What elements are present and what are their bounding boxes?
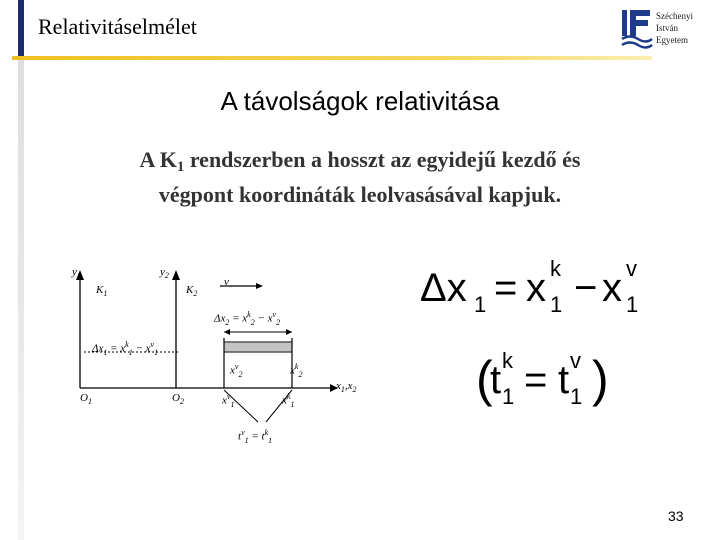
x-axis-label: $x_1,x_2$ bbox=[336, 380, 357, 395]
x1k-label: $x^k_1$ bbox=[282, 392, 295, 409]
logo-line: István bbox=[656, 23, 678, 33]
y2-label: $y_2$ bbox=[160, 266, 169, 281]
eq-t-v-sub: 1 bbox=[570, 384, 583, 409]
origin-o1-label: $O_1$ bbox=[80, 392, 92, 407]
eq-t-k-sub: 1 bbox=[502, 384, 515, 409]
dx1-formula: $\Delta x_1 = x^k_1 - x^v_1$ bbox=[92, 340, 159, 357]
x2v-label: $x^v_2$ bbox=[230, 362, 243, 379]
eq-minus: − bbox=[574, 266, 598, 310]
slide-title: A távolságok relativitása bbox=[220, 86, 500, 116]
subtitle-line-1 bbox=[40, 146, 680, 181]
k2-label: $K_2$ bbox=[186, 284, 198, 299]
eq-delta-sub: 1 bbox=[474, 292, 487, 317]
k1-label: $K_1$ bbox=[96, 284, 108, 299]
eq-x-k: x bbox=[526, 266, 546, 310]
logo-line: Egyetem bbox=[656, 35, 688, 45]
header-title: Relativitáselmélet bbox=[38, 14, 197, 39]
eq-t-equals: = bbox=[524, 358, 548, 402]
eq-x-v-sub: 1 bbox=[626, 292, 639, 317]
dx2-arrow-left bbox=[224, 329, 230, 335]
university-logo bbox=[620, 8, 654, 50]
x1v-label: $x^v_1$ bbox=[222, 392, 235, 409]
eq-x-v-sup: v bbox=[626, 256, 637, 281]
subtitle-line-2: végpont koordináták leolvasásával kapjuk. bbox=[158, 182, 562, 207]
eq-x-v: x bbox=[602, 266, 622, 310]
moving-rod-fill bbox=[224, 342, 292, 352]
left-accent-bar bbox=[18, 0, 24, 540]
origin-o2-label: $O_2$ bbox=[172, 392, 184, 407]
eq-x-k-sub: 1 bbox=[550, 292, 563, 317]
eq-delta-x: Δx bbox=[420, 266, 467, 310]
y1-label: $y_1$ bbox=[72, 266, 81, 281]
dx2-arrow-right bbox=[286, 329, 292, 335]
eq-x-k-sup: k bbox=[550, 256, 561, 281]
eq-t-k-sup: k bbox=[502, 348, 513, 373]
y2-axis-arrow bbox=[172, 270, 180, 280]
subtitle-subscript: 1 bbox=[176, 159, 185, 175]
slide-subtitle bbox=[40, 146, 680, 209]
subtitle-text: A K bbox=[139, 147, 177, 172]
eq-equals: = bbox=[494, 266, 518, 310]
length-difference-equation bbox=[420, 256, 660, 322]
logo-text bbox=[656, 10, 693, 46]
eq-t-v-sup: v bbox=[570, 348, 581, 373]
x2k-label: $x^k_2$ bbox=[290, 362, 303, 379]
header-rule bbox=[12, 56, 652, 60]
velocity-arrow-head bbox=[256, 283, 263, 289]
eq-t-v: t bbox=[558, 358, 570, 402]
reference-frames-diagram bbox=[60, 258, 380, 458]
eq-t-k: t bbox=[490, 358, 502, 402]
left-accent-bar-top bbox=[18, 0, 24, 56]
eq-paren-open: ( bbox=[476, 351, 493, 407]
page-number: 33 bbox=[668, 508, 684, 524]
simultaneity-formula: $t^v_1 = t^k_1$ bbox=[238, 428, 273, 445]
logo-line: Széchenyi bbox=[656, 11, 693, 21]
dx2-formula: $\Delta x_2 = x^k_2 - x^v_2$ bbox=[214, 310, 281, 327]
simultaneity-equation bbox=[476, 348, 636, 414]
velocity-label: v bbox=[224, 276, 229, 288]
eq-paren-close: ) bbox=[592, 351, 609, 407]
subtitle-text: rendszerben a hosszt az egyidejű kezdő és bbox=[184, 147, 581, 172]
